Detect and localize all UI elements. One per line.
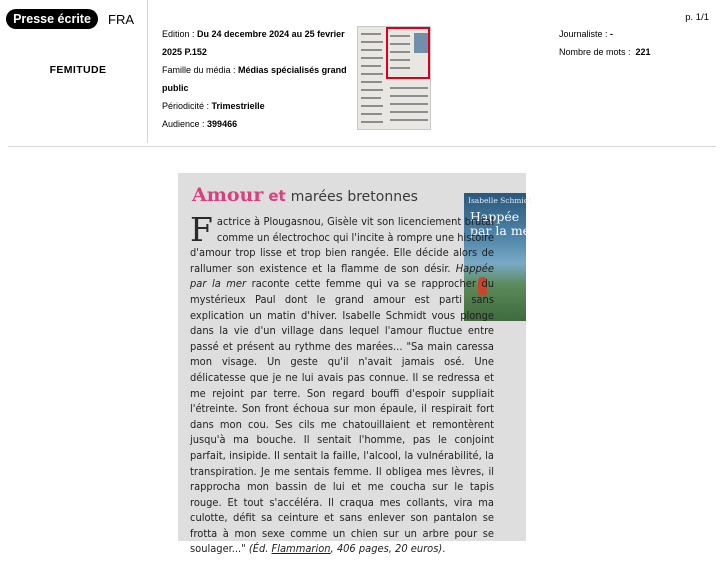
thumbnail-text-line xyxy=(390,111,428,113)
source-open: (Éd. xyxy=(248,542,272,556)
thumbnail-text-line xyxy=(361,89,383,91)
publisher-name: Flammarion xyxy=(271,542,331,556)
country-code: FRA xyxy=(108,12,134,27)
thumbnail-highlight-frame xyxy=(386,27,430,79)
thumbnail-text-line xyxy=(361,121,383,123)
periodicity-label: Périodicité : xyxy=(162,101,210,111)
audience-value: 399466 xyxy=(207,119,238,129)
page-thumbnail[interactable] xyxy=(357,26,431,130)
thumbnail-text-line xyxy=(361,105,383,107)
article-title xyxy=(192,184,418,206)
thumbnail-text-line xyxy=(361,33,381,35)
title-word-et: et xyxy=(268,187,286,205)
edition-info xyxy=(162,25,347,133)
family-value: Médias spécialisés grand public xyxy=(162,65,347,93)
thumbnail-text-line xyxy=(361,65,381,67)
thumbnail-text-line xyxy=(390,103,428,105)
wordcount-value: 221 xyxy=(635,47,651,57)
periodicity-line xyxy=(162,97,347,115)
article-meta xyxy=(559,25,651,61)
body-middle: raconte cette femme qui va se rapprocher du mystérieux Paul dont le grand amour est parti sans explication un matin d'hiver. Isabelle Schmidt vous plonge dans la vie d'un village dans lequel l'amour fluctue entre passé et présent au rythme des marées... "Sa main caressa mon visage. Un geste qu'il n'avait jamais osé. Une délicatesse que je ne lui avais pas connue. Il se redressa et me rejoint par terre. Son regard bouffi d'espoir suppliait l'étreinte. Son front échoua sur mon épaule, il respirait fort dans mon cou. Ses cils me chatouillaient et remontèrent jusqu'à ma bouche. Il sentait l'homme, pas le conjoint parfait, insipide. Il sentait la faille, l'alcool, la vulnérabilité, la transpiration. Je me sentais femme. Il obligea mes lèvres, il rapprocha mon bassin de lui et me coucha sur le tapis rouge. Et tout s'accéléra. Il craqua mes collants, vira ma culotte, défit sa ceinture et sans enlever son pantalon se frotta à mon sexe comme un chien sur un arbre pour se soulager..." xyxy=(190,277,494,556)
periodicity-value: Trimestrielle xyxy=(211,101,265,111)
edition-label: Edition : xyxy=(162,29,195,39)
source-details: , 406 pages, 20 euros) xyxy=(330,542,443,556)
journalist-label: Journaliste : xyxy=(559,29,608,39)
page-number: p. 1/1 xyxy=(685,12,709,23)
thumbnail-text-line xyxy=(390,87,428,89)
article-body xyxy=(190,210,494,557)
media-name: FEMITUDE xyxy=(49,64,107,76)
audience-line xyxy=(162,115,347,133)
edition-value: Du 24 decembre 2024 au 25 fevrier 2025 P.152 xyxy=(162,29,345,57)
thumbnail-text-line xyxy=(361,57,383,59)
thumbnail-text-line xyxy=(361,81,382,83)
media-type-badge: Presse écrite xyxy=(6,9,98,29)
cover-title: Happée par la mer xyxy=(470,209,537,238)
header-divider xyxy=(8,146,716,147)
audience-label: Audience : xyxy=(162,119,205,129)
thumbnail-text-line xyxy=(361,73,383,75)
journalist-value: - xyxy=(610,29,614,39)
thumbnail-text-line xyxy=(361,49,382,51)
wordcount-line xyxy=(559,43,651,61)
title-rest: marées bretonnes xyxy=(290,189,418,205)
family-line xyxy=(162,61,347,97)
final-period: . xyxy=(442,542,446,556)
drop-cap: F xyxy=(190,210,213,249)
book-title: Happée par la mer xyxy=(190,261,494,291)
thumbnail-text-line xyxy=(390,95,428,97)
wordcount-label: Nombre de mots : xyxy=(559,47,631,57)
thumbnail-text-line xyxy=(361,97,381,99)
cover-author: Isabelle Schmidt xyxy=(468,196,532,205)
edition-line xyxy=(162,25,347,61)
body-start: actrice à Plougasnou, Gisèle vit son licenciement brutal comme un électrochoc qui l'incite à rompre une histoire d'amour trop lisse et trop bien rangée. Elle décide alors de rallumer son existence et la flamme de son désir. xyxy=(190,215,494,275)
title-word-amour: Amour xyxy=(192,184,264,206)
thumbnail-text-line xyxy=(390,119,428,121)
thumbnail-text-line xyxy=(361,113,382,115)
thumbnail-text-line xyxy=(361,41,383,43)
journalist-line xyxy=(559,25,651,43)
header-vertical-divider xyxy=(147,0,148,143)
article-clipping xyxy=(178,173,537,556)
family-label: Famille du média : xyxy=(162,65,236,75)
